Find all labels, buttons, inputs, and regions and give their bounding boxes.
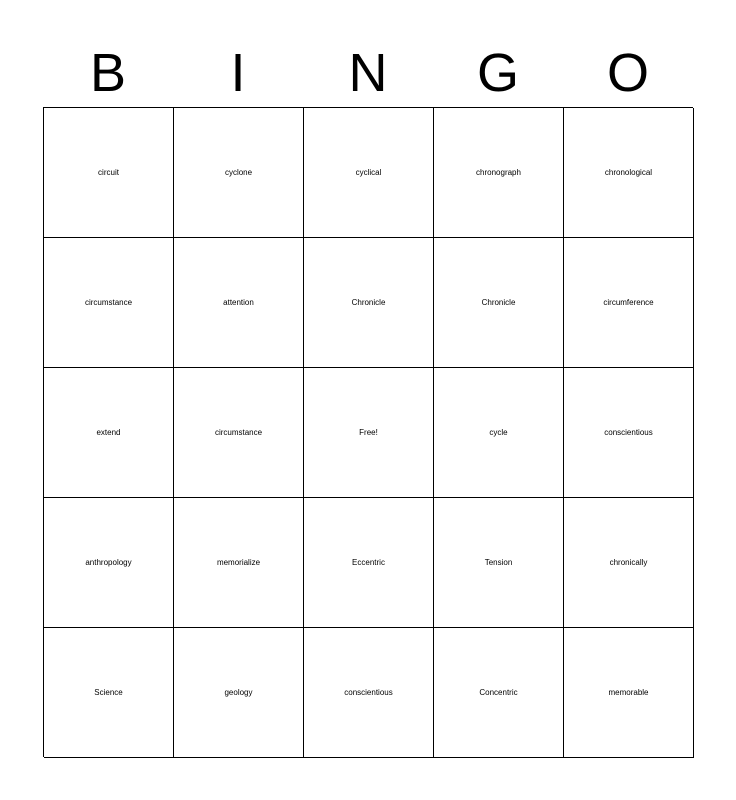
bingo-cell-r3c1: extend <box>44 368 174 498</box>
bingo-cell-r3c5: conscientious <box>564 368 694 498</box>
header-letter-b: B <box>89 43 127 103</box>
bingo-header <box>43 38 693 108</box>
bingo-cell-r4c2: memorialize <box>174 498 304 628</box>
header-letter-g: G <box>476 43 519 103</box>
header-letter-n: N <box>348 43 388 103</box>
bingo-cell-r1c3: cyclical <box>304 108 434 238</box>
bingo-cell-r3c4: cycle <box>434 368 564 498</box>
bingo-cell-r2c1: circumstance <box>44 238 174 368</box>
bingo-cell-r5c3: conscientious <box>304 628 434 758</box>
bingo-cell-r4c5: chronically <box>564 498 694 628</box>
bingo-cell-r4c1: anthropology <box>44 498 174 628</box>
bingo-cell-r2c2: attention <box>174 238 304 368</box>
bingo-cell-r3c2: circumstance <box>174 368 304 498</box>
bingo-cell-r5c2: geology <box>174 628 304 758</box>
bingo-cell-r5c4: Concentric <box>434 628 564 758</box>
bingo-cell-r2c4: Chronicle <box>434 238 564 368</box>
header-letter-i: I <box>230 43 246 103</box>
bingo-cell-r1c4: chronograph <box>434 108 564 238</box>
bingo-cell-r5c1: Science <box>44 628 174 758</box>
bingo-board <box>43 107 693 757</box>
bingo-cell-r1c5: chronological <box>564 108 694 238</box>
bingo-cell-r1c1: circuit <box>44 108 174 238</box>
bingo-cell-r1c2: cyclone <box>174 108 304 238</box>
bingo-cell-r4c3: Eccentric <box>304 498 434 628</box>
bingo-cell-r5c5: memorable <box>564 628 694 758</box>
bingo-cell-r2c3: Chronicle <box>304 238 434 368</box>
bingo-cell-r2c5: circumference <box>564 238 694 368</box>
header-letter-o: O <box>606 43 649 103</box>
bingo-cell-r3c3-free: Free! <box>304 368 434 498</box>
bingo-cell-r4c4: Tension <box>434 498 564 628</box>
